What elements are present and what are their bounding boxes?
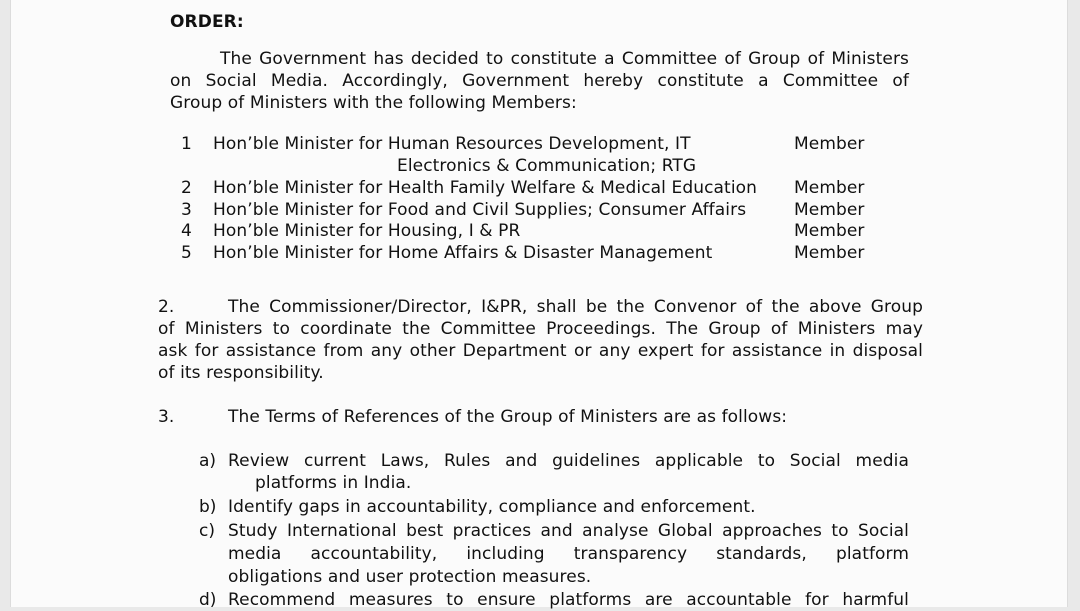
term-line: Identify gaps in accountability, compliance and enforcement. xyxy=(228,497,756,517)
term-line: Recommend measures to ensure platforms are accountable for harmful xyxy=(228,590,909,610)
member-number: 3 xyxy=(181,200,192,220)
term-line: Study International best practices and analyse Global approaches to Social xyxy=(228,521,909,541)
member-role: Member xyxy=(794,200,865,220)
intro-line-2: on Social Media. Accordingly, Government hereby constitute a Committee of xyxy=(170,71,909,91)
member-number: 5 xyxy=(181,243,192,263)
member-name: Hon’ble Minister for Human Resources Development, IT xyxy=(213,134,691,154)
para2-line-4: of its responsibility. xyxy=(158,363,324,383)
term-line: platforms in India. xyxy=(255,473,412,493)
para2-line-2: of Ministers to coordinate the Committee Proceedings. The Group of Ministers may xyxy=(158,319,923,339)
member-name: Hon’ble Minister for Health Family Welfare & Medical Education xyxy=(213,178,758,198)
term-line: obligations and user protection measures. xyxy=(228,567,592,587)
term-letter: d) xyxy=(199,590,217,610)
intro-line-3: Group of Ministers with the following Members: xyxy=(170,93,577,113)
document-page xyxy=(10,0,1068,610)
paragraph-number: 2. xyxy=(158,297,175,317)
para2-line-3: ask for assistance from any other Department or any expert for assistance in disposal xyxy=(158,341,923,361)
term-letter: c) xyxy=(199,521,215,541)
member-number: 2 xyxy=(181,178,192,198)
order-heading: ORDER: xyxy=(170,12,244,32)
member-name-continued: Electronics & Communication; RTG xyxy=(397,156,697,176)
member-role: Member xyxy=(794,221,865,241)
member-name: Hon’ble Minister for Home Affairs & Disaster Management xyxy=(213,243,713,263)
para3-text: The Terms of References of the Group of Ministers are as follows: xyxy=(228,407,788,427)
term-letter: a) xyxy=(199,451,217,471)
member-name: Hon’ble Minister for Food and Civil Supplies; Consumer Affairs xyxy=(213,200,747,220)
member-number: 1 xyxy=(181,134,192,154)
member-role: Member xyxy=(794,243,865,263)
term-letter: b) xyxy=(199,497,217,517)
intro-line-1: The Government has decided to constitute a Committee of Group of Ministers xyxy=(220,49,909,69)
member-name: Hon’ble Minister for Housing, I & PR xyxy=(213,221,521,241)
term-line: Review current Laws, Rules and guidelines applicable to Social media xyxy=(228,451,909,471)
member-number: 4 xyxy=(181,221,192,241)
member-role: Member xyxy=(794,134,865,154)
para2-line-1: The Commissioner/Director, I&PR, shall be the Convenor of the above Group xyxy=(228,297,923,317)
member-role: Member xyxy=(794,178,865,198)
paragraph-number: 3. xyxy=(158,407,175,427)
term-line: media accountability, including transparency standards, platform xyxy=(228,544,909,564)
